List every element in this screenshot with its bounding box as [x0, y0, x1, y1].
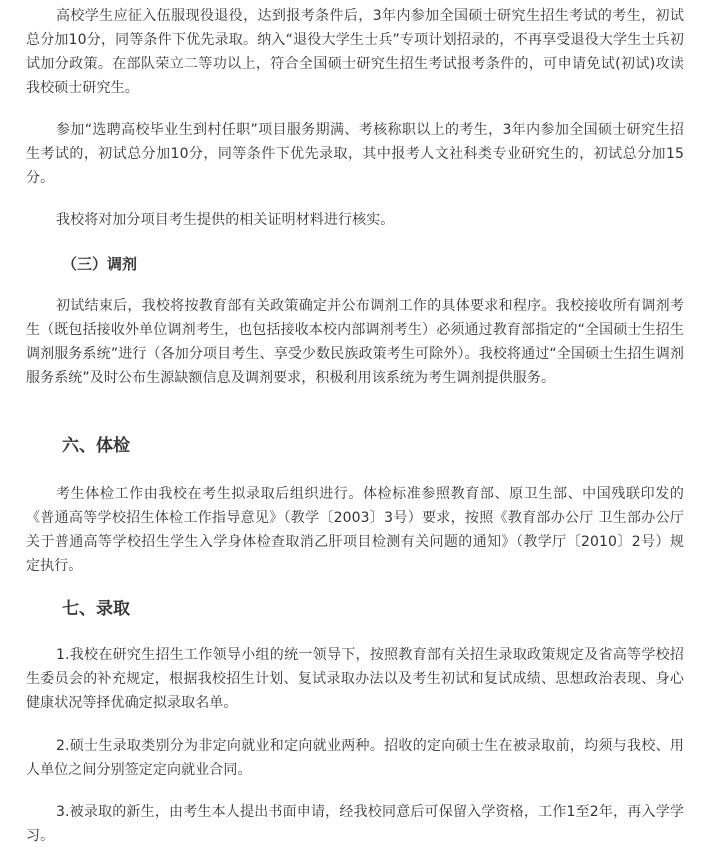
section-heading-adjustment: （三）调剂 — [62, 255, 138, 273]
paragraph-admission-3: 3.被录取的新生，由考生本人提出书面申请，经我校同意后可保留入学资格，工作1至2年，再入学学习。 — [26, 804, 684, 844]
paragraph-village-officials: 参加“选聘高校毕业生到村任职”项目服务期满、考核称职以上的考生，3年内参加全国硕士研究生招生考试的，初试总分加10分，同等条件下优先录取，其中报考人文社科类专业研究生的，初试总分加15分。 — [26, 122, 684, 186]
section-heading-admission: 七、录取 — [62, 599, 130, 619]
paragraph-admission-1: 1.我校在研究生招生工作领导小组的统一领导下，按照教育部有关招生录取政策规定及省高等学校招生委员会的补充规定，根据我校招生计划、复试录取办法以及考生初试和复试成绩、思想政治表现、身心健康状况等择优确定拟录取名单。 — [26, 647, 684, 711]
paragraph-admission-2: 2.硕士生录取类别分为非定向就业和定向就业两种。招收的定向硕士生在被录取前，均须与我校、用人单位之间分别签定定向就业合同。 — [26, 738, 684, 778]
paragraph-adjustment: 初试结束后，我校将按教育部有关政策确定并公布调剂工作的具体要求和程序。我校接收所有调剂考生（既包括接收外单位调剂考生，也包括接收本校内部调剂考生）必须通过教育部指定的“全国硕士生招生调剂服务系统”进行（各加分项目考生、享受少数民族政策考生可除外）。我校将通过“全国硕士生招生调剂服务系统”及时公布生源缺额信息及调剂要求，积极利用该系统为考生调剂提供服务。 — [26, 298, 684, 386]
paragraph-veteran-students: 高校学生应征入伍服现役退役，达到报考条件后，3年内参加全国硕士研究生招生考试的考生，初试总分加10分，同等条件下优先录取。纳入“退役大学生士兵”专项计划招录的，不再享受退役大学生士兵初试加分政策。在部队荣立二等功以上，符合全国硕士研究生招生考试报考条件的，可申请免试(初试)攻读我校硕士研究生。 — [26, 8, 684, 96]
paragraph-verification: 我校将对加分项目考生提供的相关证明材料进行核实。 — [56, 212, 395, 228]
section-heading-physical-exam: 六、体检 — [62, 436, 130, 456]
paragraph-physical-exam: 考生体检工作由我校在考生拟录取后组织进行。体检标准参照教育部、原卫生部、中国残联印发的《普通高等学校招生体检工作指导意见》（教学〔2003〕3号）要求，按照《教育部办公厅 卫生部办公厅关于普通高等学校招生学生入学身体检查取消乙肝项目检测有关问题的通知》（教学厅〔2010〕2号）规定执行。 — [26, 486, 684, 574]
